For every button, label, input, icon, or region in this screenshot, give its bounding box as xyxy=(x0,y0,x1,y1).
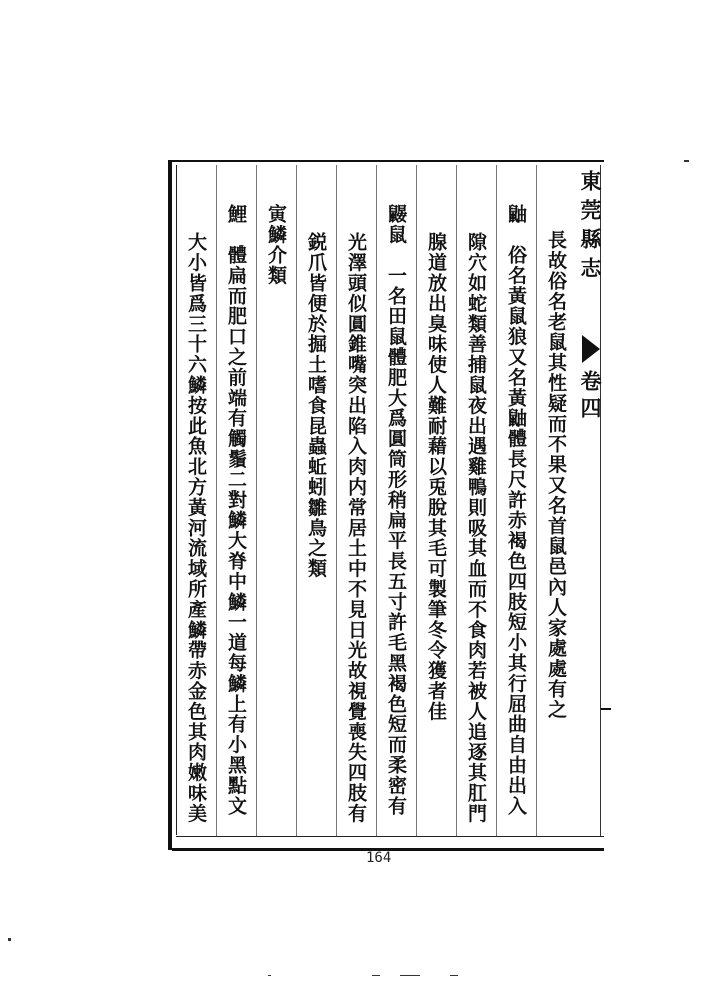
margin-mark xyxy=(601,708,611,710)
column-rule xyxy=(336,165,337,836)
margin-volume: 卷四 xyxy=(578,370,603,424)
column-rule xyxy=(536,165,537,836)
column-rule xyxy=(416,165,417,836)
scan-speck xyxy=(8,938,11,941)
column-rule xyxy=(216,165,217,836)
outer-border-left xyxy=(168,160,172,850)
text-column-5: 鼹鼠 一名田鼠體肥大爲圓筒形稍扁平長五寸許毛黑褐色短而柔密有 xyxy=(385,204,407,816)
scan-speck xyxy=(372,975,380,976)
text-column-7: 鋭爪皆便於掘土嗜食昆蟲蚯蚓雛鳥之類 xyxy=(305,232,327,579)
inner-border-bottom xyxy=(176,836,604,837)
text-column-6: 光澤頭似圓錐嘴突出陷入肉内常居土中不見日光故視覺喪失四肢有 xyxy=(345,232,367,824)
text-column-9: 鯉 體扁而肥口之前端有觸鬚二對鱗大脊中鱗一道每鱗上有小黑點文 xyxy=(225,204,247,816)
margin-title: 東莞縣志 xyxy=(578,170,603,286)
column-rule xyxy=(296,165,297,836)
column-rule xyxy=(456,165,457,836)
column-rule xyxy=(376,165,377,836)
scan-speck xyxy=(400,975,420,976)
scan-speck xyxy=(268,975,271,976)
column-rule xyxy=(496,165,497,836)
text-column-10: 大小皆爲三十六鱗按此魚北方黃河流域所產鱗帶赤金色其肉嫩味美 xyxy=(185,232,207,824)
fish-tail-mark xyxy=(582,335,600,363)
inner-border-left xyxy=(176,165,177,835)
border-top xyxy=(172,160,604,162)
page-number: 164 xyxy=(366,850,392,866)
scan-speck xyxy=(684,160,689,162)
text-column-2: 鼬 俗名黃鼠狼又名黃鼬體長尺許赤褐色四肢短小其行屈曲自由出入 xyxy=(505,204,527,816)
text-column-1: 長故俗名老鼠其性疑而不果又名首鼠邑內人家處處有之 xyxy=(545,230,567,720)
text-column-4: 腺道放出臭味使人難耐藉以兎脫其毛可製筆冬令獲者佳 xyxy=(425,232,447,722)
text-column-3: 隙穴如蛇類善捕鼠夜出遇雞鴨則吸其血而不食肉若被人追逐其肛門 xyxy=(465,232,487,824)
column-rule xyxy=(256,165,257,836)
scan-speck xyxy=(450,975,458,976)
section-heading: 寅鱗介類 xyxy=(265,204,287,286)
